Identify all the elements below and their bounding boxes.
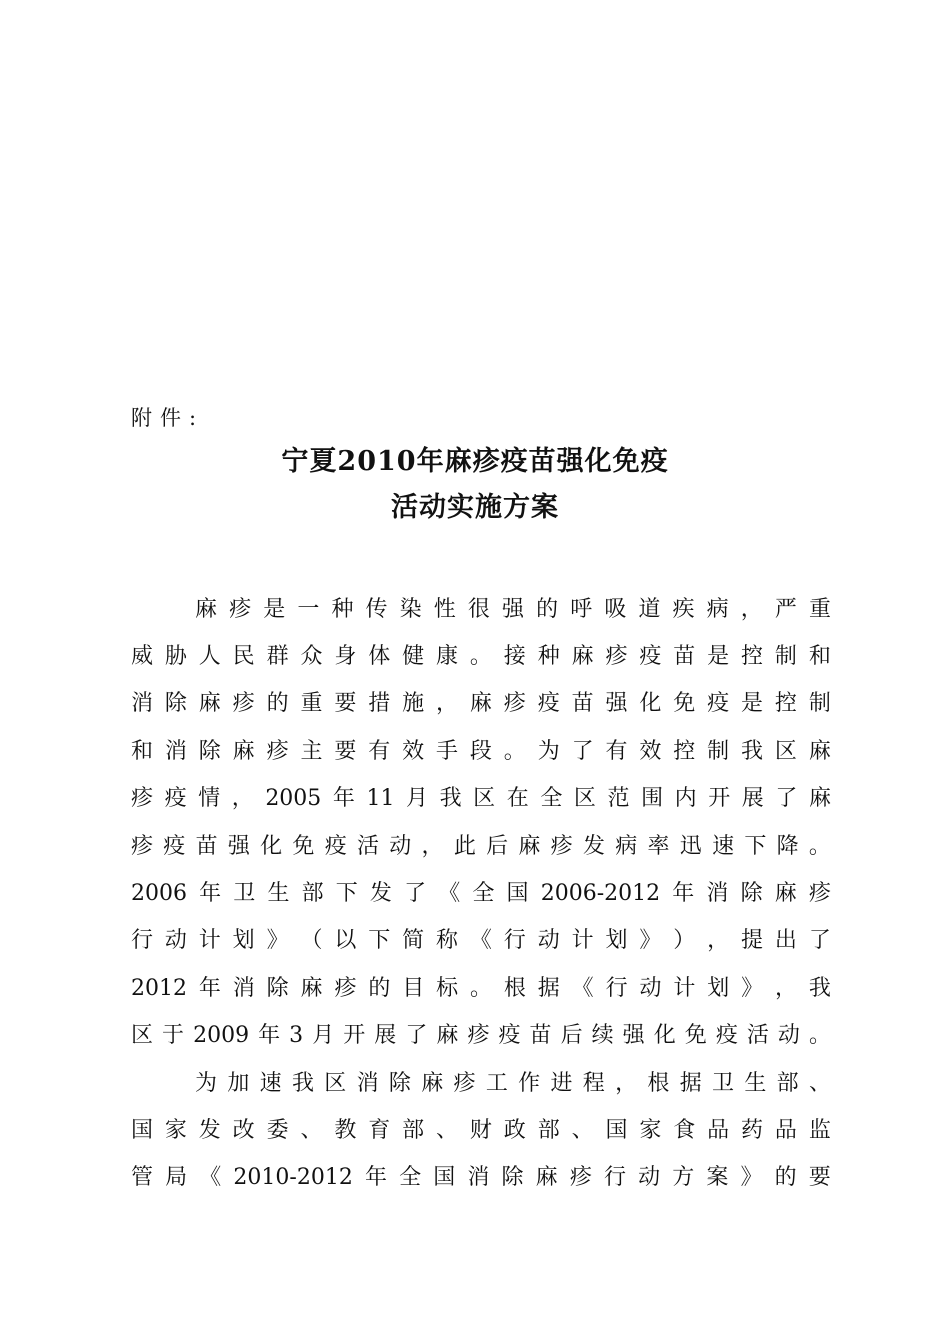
paragraph-line: 2012 年 消 除 麻 疹 的 目 标 。 根 据 《 行 动 计 划 》 ， 我 <box>131 975 831 1001</box>
paragraph-line: 威 胁 人 民 群 众 身 体 健 康 。 接 种 麻 疹 疫 苗 是 控 制 和 <box>131 644 831 670</box>
paragraph-line: 2006 年 卫 生 部 下 发 了 《 全 国 2006-2012 年 消 除 麻 疹 <box>131 881 831 907</box>
paragraph-line: 为 加 速 我 区 消 除 麻 疹 工 作 进 程 ， 根 据 卫 生 部 、 <box>195 1070 831 1096</box>
paragraph-line: 疹 疫 苗 强 化 免 疫 活 动 ， 此 后 麻 疹 发 病 率 迅 速 下 降 。 <box>131 833 831 859</box>
paragraph-line: 国 家 发 改 委 、 教 育 部 、 财 政 部 、 国 家 食 品 药 品 监 <box>131 1117 831 1143</box>
paragraph-line: 行 动 计 划 》 （ 以 下 简 称 《 行 动 计 划 》 ） ， 提 出 了 <box>131 928 831 954</box>
body-text <box>131 586 831 1202</box>
attachment-label: 附件: <box>131 406 205 430</box>
paragraph-line: 麻 疹 是 一 种 传 染 性 很 强 的 呼 吸 道 疾 病 ， 严 重 <box>195 596 831 622</box>
document-title-line-1: 宁夏2010年麻疹疫苗强化免疫 <box>281 446 669 477</box>
paragraph-line: 管 局 《 2010-2012 年 全 国 消 除 麻 疹 行 动 方 案 》 的 要 <box>131 1165 831 1191</box>
paragraph-line: 区 于 2009 年 3 月 开 展 了 麻 疹 疫 苗 后 续 强 化 免 疫 活 动 。 <box>131 1023 831 1049</box>
document-title-line-2: 活动实施方案 <box>391 492 559 523</box>
paragraph-line: 疹 疫 情 ， 2005 年 11 月 我 区 在 全 区 范 围 内 开 展 了 麻 <box>131 786 831 812</box>
paragraph-line: 和 消 除 麻 疹 主 要 有 效 手 段 。 为 了 有 效 控 制 我 区 麻 <box>131 738 831 764</box>
paragraph-line: 消 除 麻 疹 的 重 要 措 施 ， 麻 疹 疫 苗 强 化 免 疫 是 控 制 <box>131 691 831 717</box>
